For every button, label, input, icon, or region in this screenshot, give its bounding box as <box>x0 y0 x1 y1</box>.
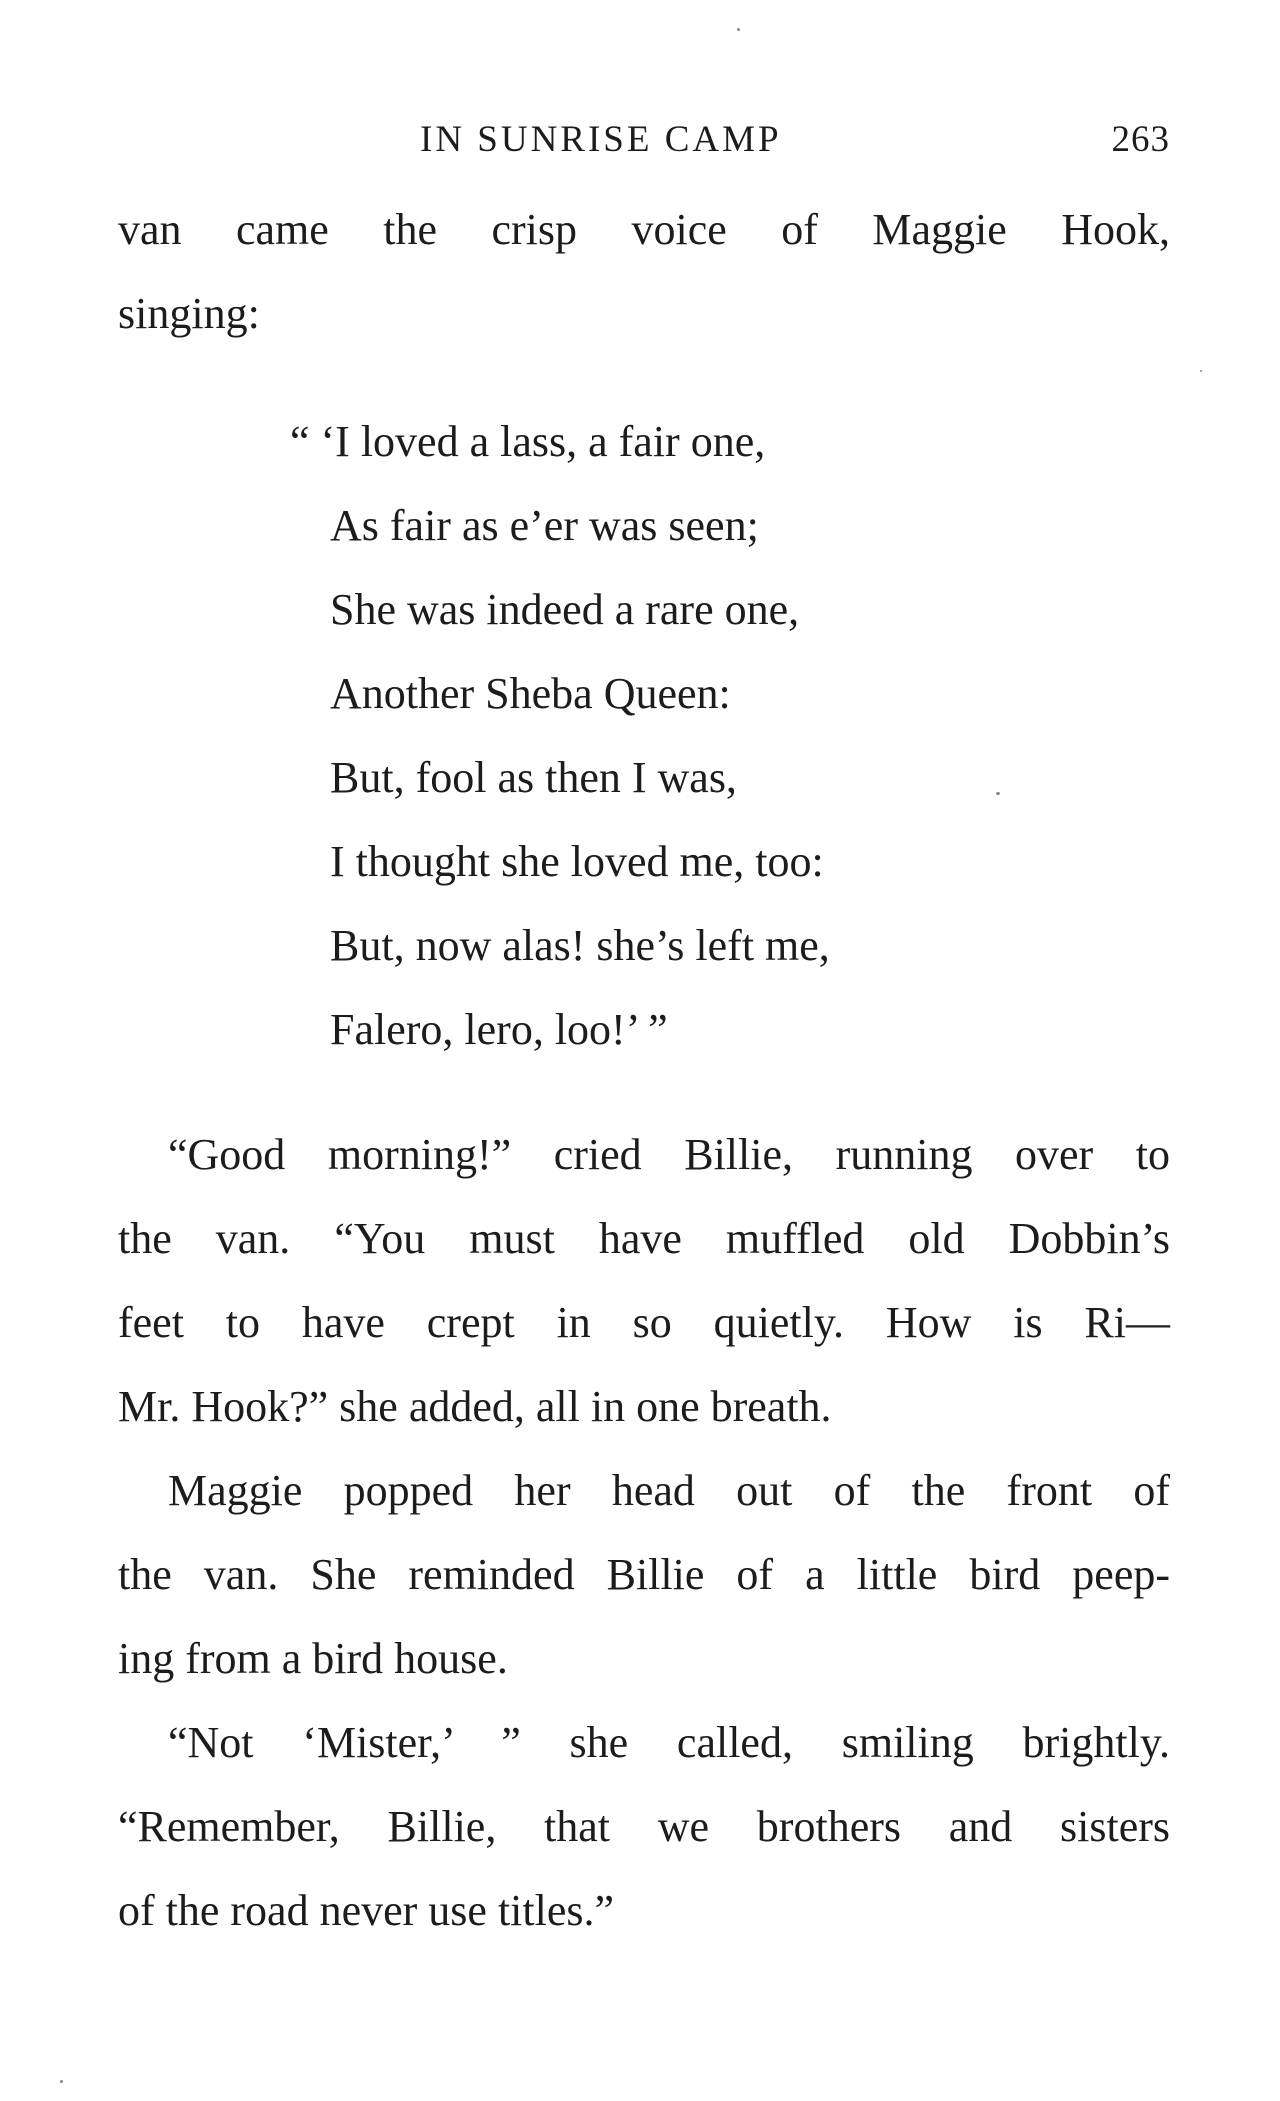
text-line: ing from a bird house. <box>118 1634 508 1683</box>
text-line: “Remember, Billie, that we brothers and sisters <box>118 1802 1170 1851</box>
paper-speck <box>737 28 740 31</box>
poem-line: I thought she loved me, too: <box>330 837 824 886</box>
paper-speck <box>60 2080 63 2083</box>
text-line: Maggie popped her head out of the front of <box>168 1466 1170 1515</box>
text-line: the van. “You must have muffled old Dobbin’s <box>118 1214 1170 1263</box>
text-line: feet to have crept in so quietly. How is Ri— <box>118 1298 1170 1347</box>
text-line: van came the crisp voice of Maggie Hook, <box>118 205 1170 254</box>
text-line: of the road never use titles.” <box>118 1886 615 1935</box>
intro-paragraph <box>118 188 1170 356</box>
paper-speck <box>996 792 1000 795</box>
text-line: “Not ‘Mister,’ ” she called, smiling brightly. <box>168 1718 1170 1767</box>
poem-verse <box>290 400 830 1072</box>
paragraph-good-morning <box>118 1113 1170 1449</box>
text-line: singing: <box>118 289 260 338</box>
text-line: “Good morning!” cried Billie, running over to <box>168 1130 1170 1179</box>
poem-line: As fair as e’er was seen; <box>330 501 759 550</box>
running-head: IN SUNRISE CAMP <box>420 119 782 160</box>
paragraph-not-mister <box>118 1701 1170 1953</box>
poem-line: Falero, lero, loo!’ ” <box>330 1005 668 1054</box>
paragraph-maggie-popped <box>118 1449 1170 1701</box>
text-line: the van. She reminded Billie of a little bird peep- <box>118 1550 1170 1599</box>
poem-line: “ ‘I loved a lass, a fair one, <box>290 417 766 466</box>
page-number: 263 <box>1111 119 1170 160</box>
paper-speck <box>1200 370 1202 372</box>
page-header <box>0 118 1280 168</box>
text-line: Mr. Hook?” she added, all in one breath. <box>118 1382 832 1431</box>
poem-line: Another Sheba Queen: <box>330 669 731 718</box>
poem-line: But, now alas! she’s left me, <box>330 921 830 970</box>
poem-line: She was indeed a rare one, <box>330 585 800 634</box>
poem-line: But, fool as then I was, <box>330 753 737 802</box>
